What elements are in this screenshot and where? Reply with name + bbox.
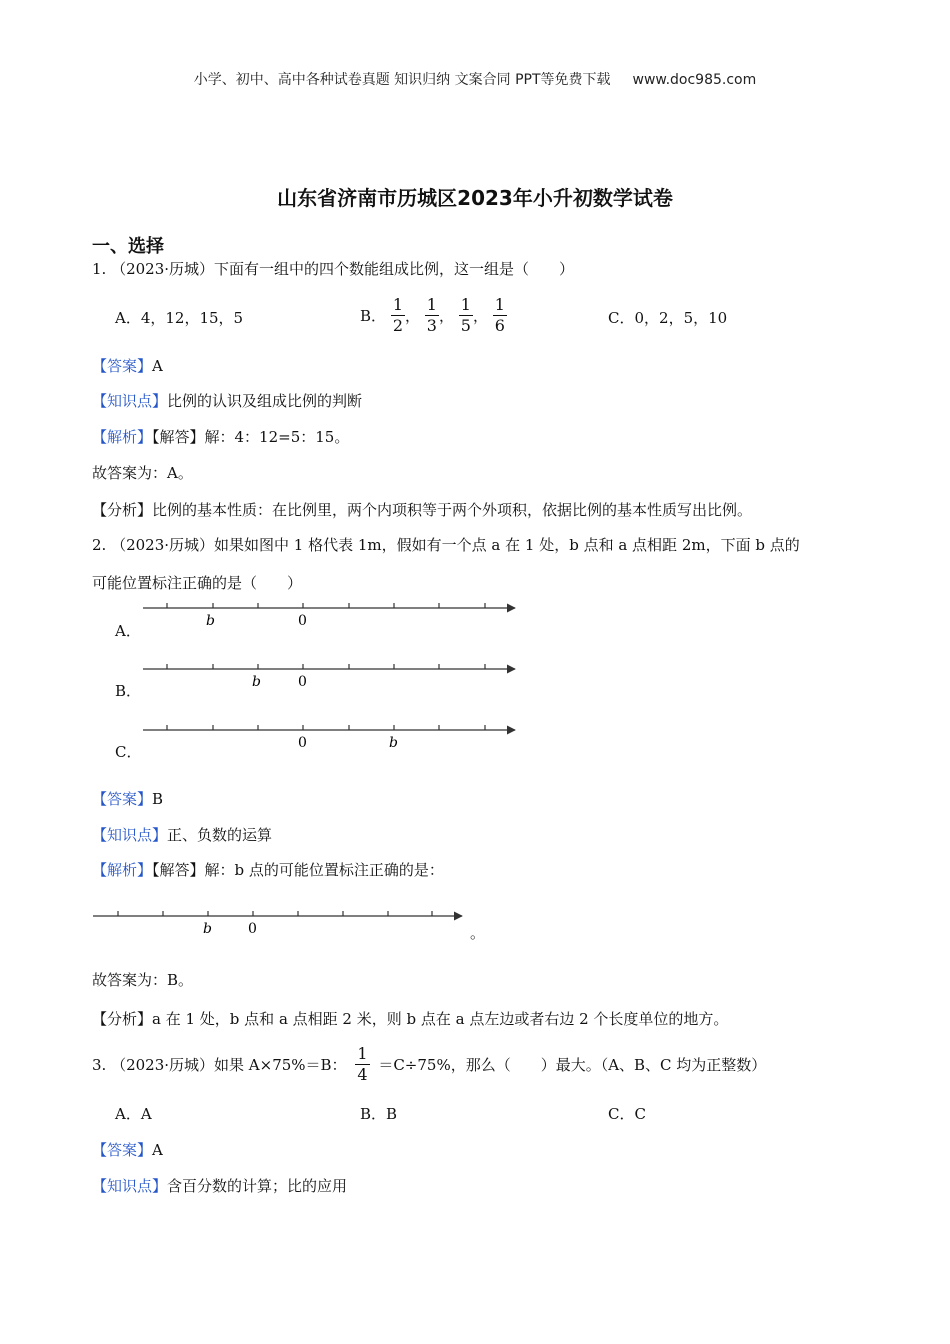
q1-option-b-label: B．: [360, 307, 387, 325]
header-site[interactable]: www.doc985.com: [632, 72, 757, 88]
b-point-label: b: [203, 921, 212, 937]
q2-knowledge: [92, 824, 272, 845]
analysis-tag: 【解析】: [92, 861, 153, 879]
q2-option-a-label: A．: [115, 622, 141, 640]
numerator: 1: [357, 1044, 368, 1063]
q2-stem-line2: 可能位置标注正确的是（ ）: [92, 574, 303, 592]
q1-option-a: A．4，12，15，5: [115, 309, 244, 327]
section-title: 一、选择: [92, 236, 164, 257]
q3-stem-prefix: 3. （2023·历城）如果 A×75%＝B：: [92, 1056, 347, 1074]
denominator: 4: [357, 1065, 368, 1084]
zero-label: 0: [248, 921, 257, 937]
zero-label: 0: [298, 674, 307, 690]
q2-reasoning-text: a 在 1 处，b 点和 a 点相距 2 米，则 b 点在 a 点左边或者右边 2 个长度单位的地方。: [152, 1010, 729, 1028]
header-text: 小学、初中、高中各种试卷真题 知识归纳 文案合同 PPT等免费下载: [193, 72, 611, 88]
reasoning-tag: 【分析】: [92, 1010, 153, 1028]
q1-reasoning-text: 比例的基本性质：在比例里，两个内项积等于两个外项积，依据比例的基本性质写出比例。: [152, 501, 753, 519]
q1-option-c: C．0，2，5，10: [608, 309, 728, 327]
number-line-solution: [93, 911, 462, 937]
knowledge-tag: 【知识点】: [92, 392, 168, 410]
q1-answer-value: A: [152, 357, 163, 375]
q2-analysis: [92, 859, 444, 880]
q3-option-b: B．B: [360, 1105, 398, 1123]
q3-option-a: A．A: [115, 1105, 152, 1123]
q2-analysis-text: 【解答】解：b 点的可能位置标注正确的是：: [152, 861, 444, 879]
page-title: 山东省济南市历城区2023年小升初数学试卷: [277, 186, 673, 210]
q3-option-c: C．C: [608, 1105, 646, 1123]
zero-label: 0: [298, 735, 307, 751]
numerator: 1: [426, 295, 437, 314]
q3-fraction: [355, 1044, 369, 1085]
q2-answer-value: B: [152, 790, 164, 808]
q1-stem: 1. （2023·历城）下面有一组中的四个数能组成比例，这一组是（ ）: [92, 260, 575, 278]
denominator: 2: [392, 316, 403, 335]
separator: ，: [438, 307, 454, 325]
q1-analysis-text: 【解答】解：4：12=5：15。: [152, 428, 350, 446]
denominator: 5: [460, 316, 471, 335]
numerator: 1: [460, 295, 471, 314]
q1-conclusion: 故答案为：A。: [92, 464, 193, 482]
q2-option-c-label: C．: [115, 743, 142, 761]
q3-answer: [92, 1139, 163, 1160]
q3-answer-value: A: [152, 1141, 163, 1159]
q2-period: 。: [470, 924, 486, 942]
b-point-label: b: [252, 674, 261, 690]
q2-answer: [92, 788, 163, 809]
answer-tag: 【答案】: [92, 790, 153, 808]
zero-label: 0: [298, 613, 307, 629]
q2-stem-line1: 2. （2023·历城）如果如图中 1 格代表 1m，假如有一个点 a 在 1 处，b 点和 a 点相距 2m，下面 b 点的: [92, 536, 800, 554]
q1-knowledge-text: 比例的认识及组成比例的判断: [167, 392, 363, 410]
answer-tag: 【答案】: [92, 357, 153, 375]
numerator: 1: [494, 295, 505, 314]
numerator: 1: [392, 295, 403, 314]
number-line-b: [143, 664, 515, 690]
answer-tag: 【答案】: [92, 1141, 153, 1159]
separator: ，: [405, 307, 421, 325]
number-line-a: [143, 603, 515, 629]
knowledge-tag: 【知识点】: [92, 826, 168, 844]
q2-knowledge-text: 正、负数的运算: [167, 826, 273, 844]
separator: ，: [472, 307, 488, 325]
analysis-tag: 【解析】: [92, 428, 153, 446]
q2-reasoning: [92, 1008, 728, 1029]
q3-knowledge: [92, 1175, 347, 1196]
q2-option-b-label: B．: [115, 682, 142, 700]
knowledge-tag: 【知识点】: [92, 1177, 168, 1195]
b-point-label: b: [206, 613, 215, 629]
b-point-label: b: [389, 735, 398, 751]
reasoning-tag: 【分析】: [92, 501, 153, 519]
denominator: 3: [426, 316, 437, 335]
q3-stem-suffix: ＝C÷75%，那么（ ）最大。（A、B、C 均为正整数）: [378, 1056, 767, 1074]
number-line-c: [143, 725, 515, 751]
q3-knowledge-text: 含百分数的计算；比的应用: [167, 1177, 348, 1195]
denominator: 6: [494, 316, 505, 335]
q2-conclusion: 故答案为：B。: [92, 971, 194, 989]
q3-stem: [92, 1044, 766, 1085]
